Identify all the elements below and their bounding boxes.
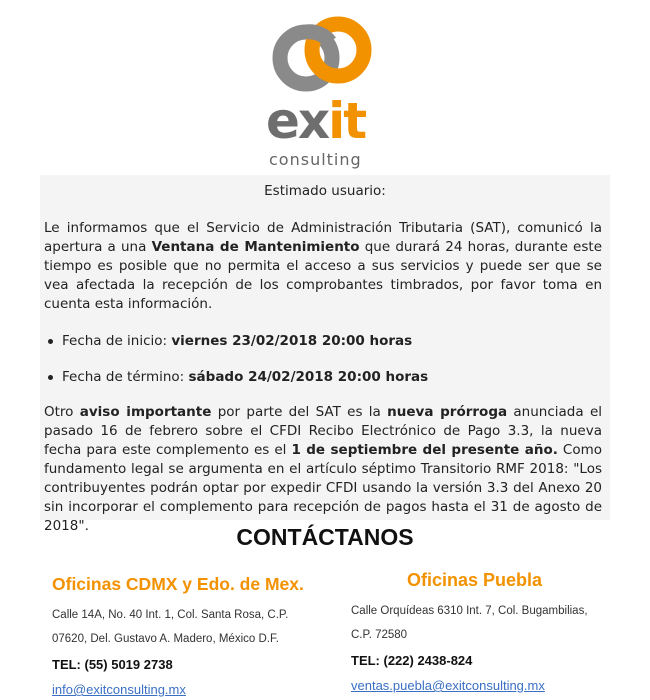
message-box <box>40 175 610 534</box>
office-puebla <box>351 570 641 693</box>
greeting: Estimado usuario: <box>264 183 386 199</box>
office-cdmx <box>52 574 342 697</box>
logo-wordmark: exit <box>266 92 366 150</box>
office-phone: TEL: (55) 5019 2738 <box>52 657 173 672</box>
logo-subtitle: consulting <box>269 150 362 169</box>
office-email-link[interactable]: info@exitconsulting.mx <box>52 682 186 697</box>
notice-paragraph: Otro aviso importante por parte del SAT es la nueva prórroga anunciada el pasado 16 de febrero sobre el CFDI Recibo Electrónico de Pago 3.3, la nueva fecha para este complemento es el 1 de septiembre del presente año. Como fundamento legal se argumenta en el artículo séptimo Transitorio RMF 2018: "Los contribuyentes podrán optar por expedir CFDI usando la versión 3.3 del Anexo 20 sin incorporar el complemento para recepción de pagos hasta el 31 de agosto de 2018". <box>44 404 603 534</box>
office-phone: TEL: (222) 2438-824 <box>351 653 473 668</box>
office-title: Oficinas Puebla <box>407 570 543 590</box>
header-logo <box>0 8 650 168</box>
intro-paragraph: Le informamos que el Servicio de Administración Tributaria (SAT), comunicó la apertura a una Ventana de Mantenimiento que durará 24 horas, durante este tiempo es posible que no permita el acceso a sus servicios y puede ser que se vea afectada la recepción de los comprobantes timbrados, por favor toma en cuenta esta información. <box>44 220 602 312</box>
office-title: Oficinas CDMX y Edo. de Mex. <box>52 574 304 594</box>
bullet-start-date: Fecha de inicio: viernes 23/02/2018 20:00 horas <box>62 333 413 349</box>
office-address: Calle 14A, No. 40 Int. 1, Col. Santa Rosa, C.P. 07620, Del. Gustavo A. Madero, México D.F. <box>52 609 289 645</box>
office-address: Calle Orquídeas 6310 Int. 7, Col. Bugambilias, C.P. 72580 <box>351 605 588 641</box>
contact-title: CONTÁCTANOS <box>236 524 414 550</box>
office-email-link[interactable]: ventas.puebla@exitconsulting.mx <box>351 678 545 693</box>
exit-logo-icon <box>268 12 378 102</box>
bullet-end-date: Fecha de término: sábado 24/02/2018 20:00 horas <box>62 369 429 385</box>
